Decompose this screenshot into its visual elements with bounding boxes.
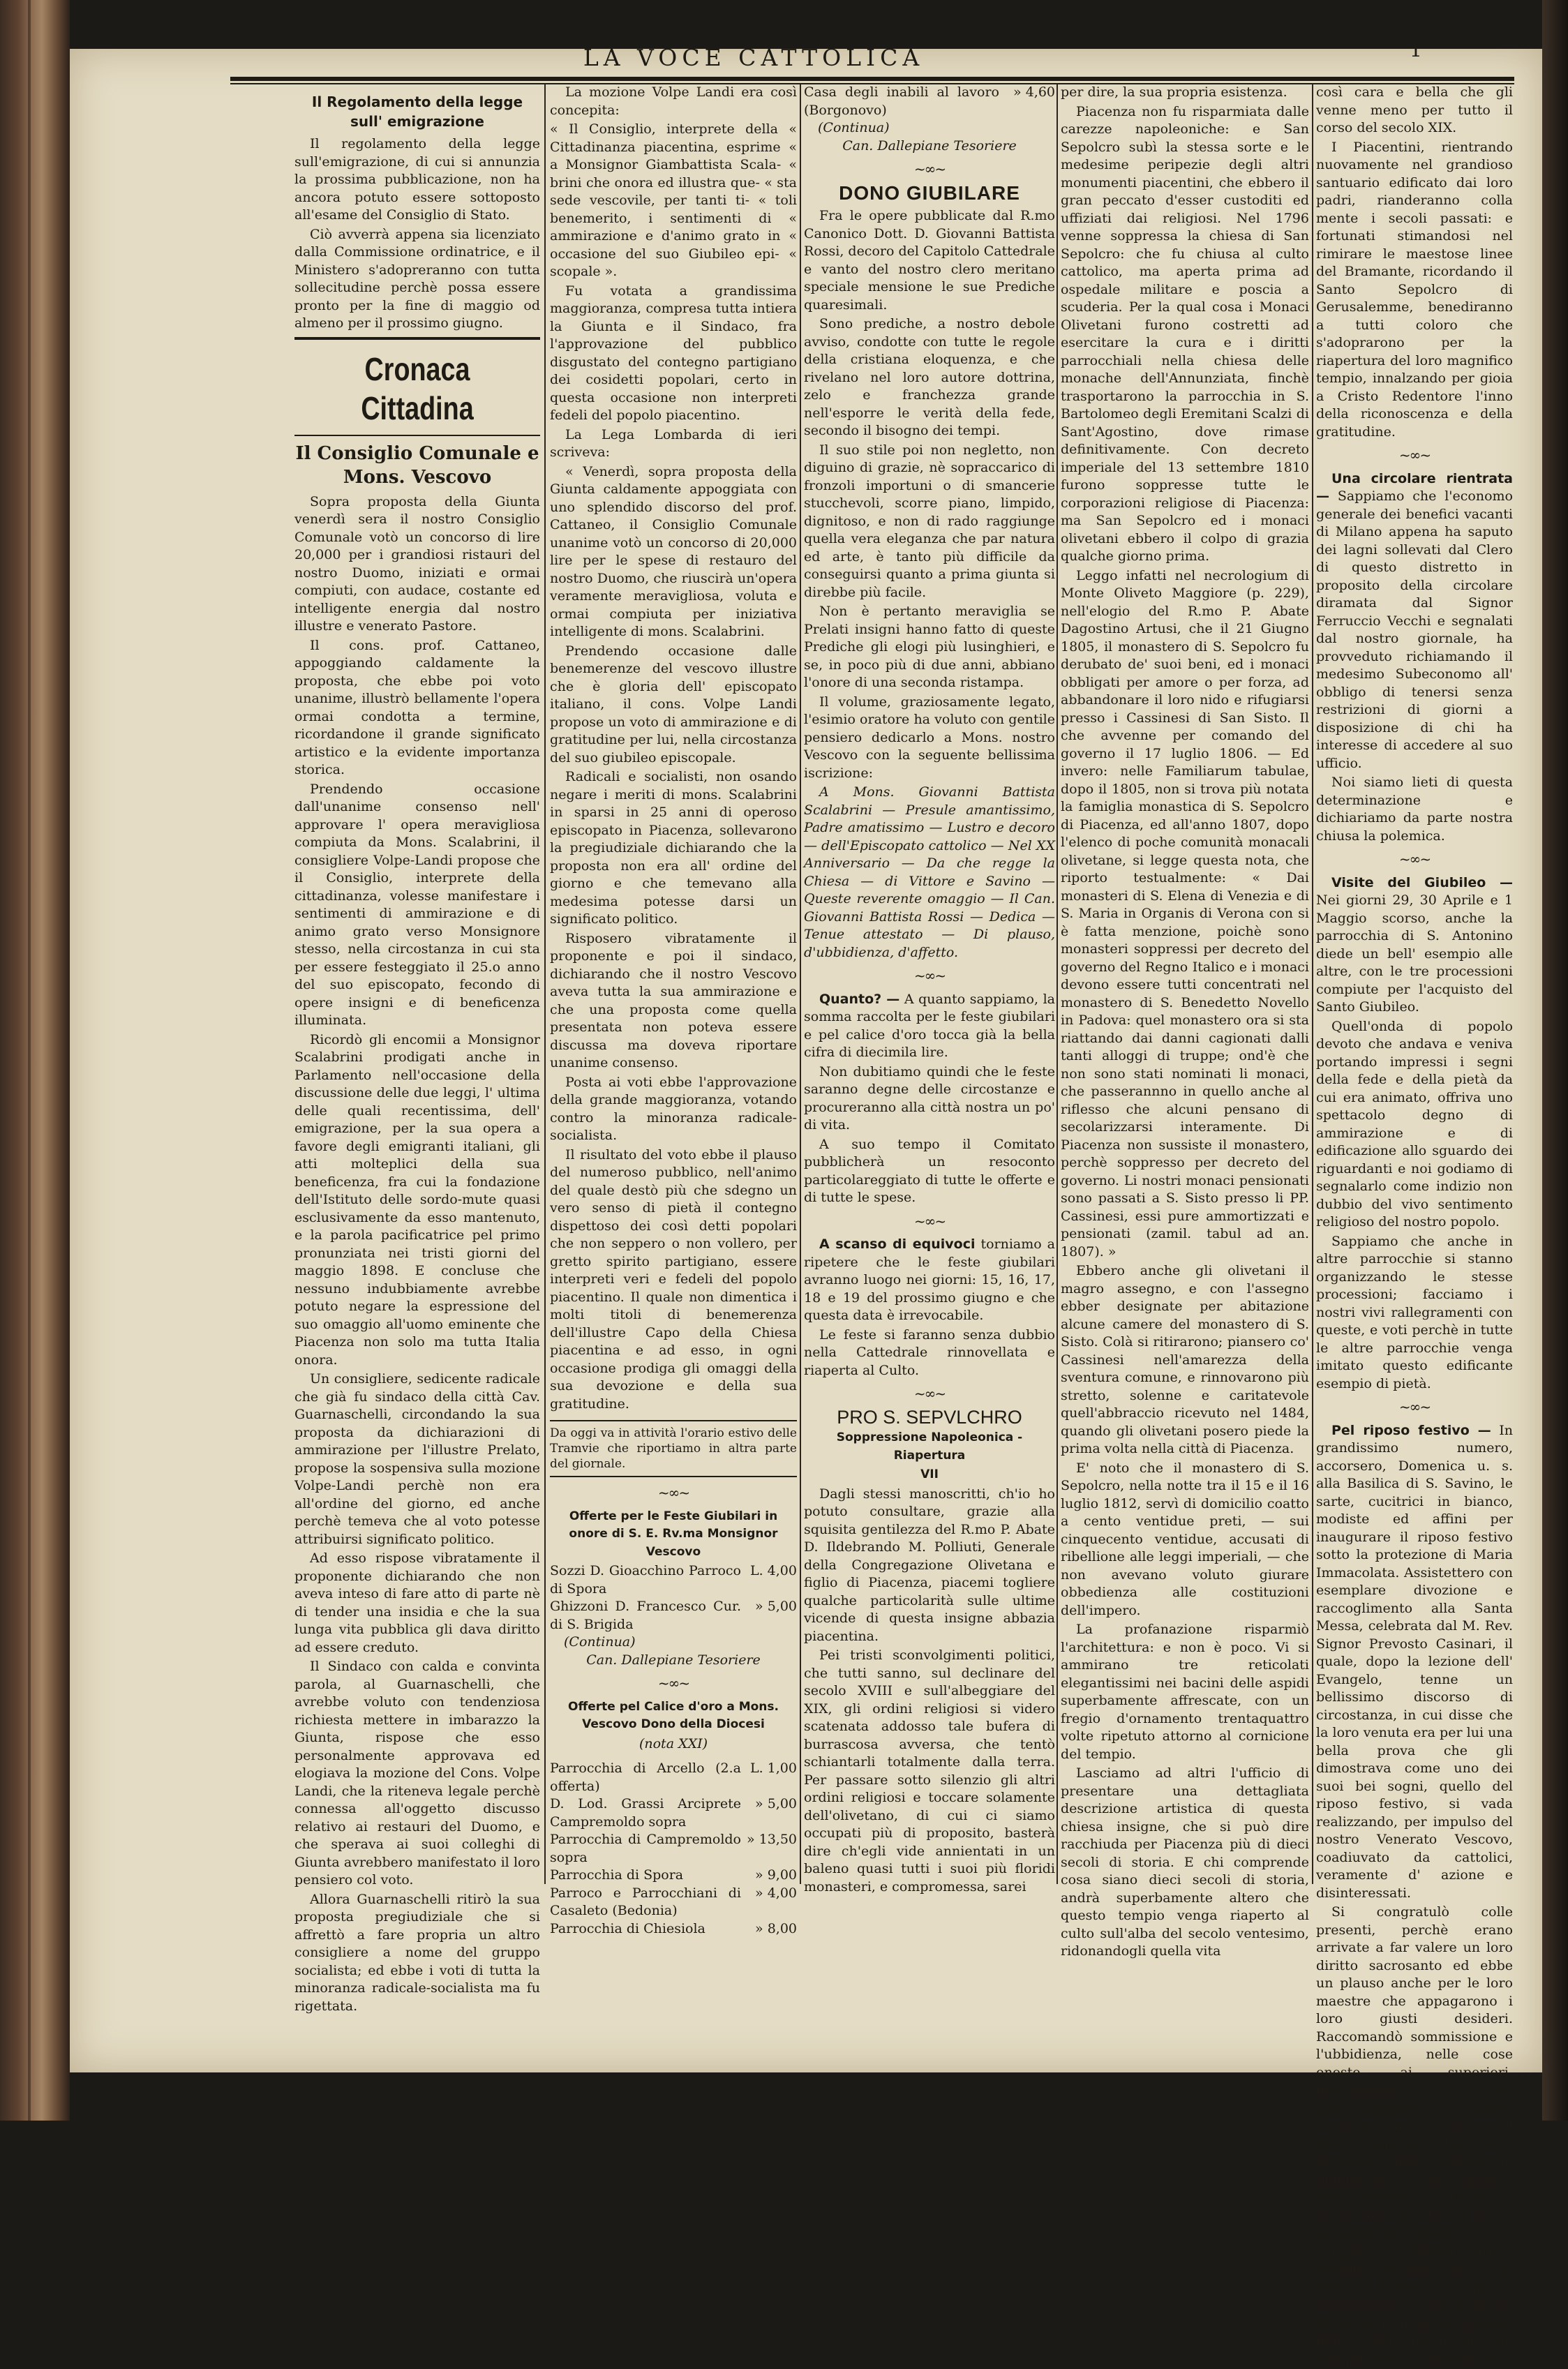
paragraph: Risposero vibratamente il proponente e poi il sindaco, dichiarando che il nostro Vescovo aveva tutta la sua ammirazione e che una proposta come quella presentata non poteva essere discussa ma doveva riportare unanime consenso.: [550, 930, 797, 1070]
paragraph: Il suo stile poi non negletto, non diguino di grazie, nè sopraccarico di fronzoli importuni o di smancerie stucchevoli, scorre piano, limpido, dignitoso, e non di rado raggiunge quella vera eleganza che par natura ed arte, è tanto più difficile da conseguirsi quanto a prima giunta si direbbe più facile.: [804, 442, 1055, 600]
paragraph: Il regolamento della legge sull'emigrazione, di cui si annunzia la prossima pubblicazione, non ha ancora potuto essere sottoposto all'esame del Consiglio di Stato.: [294, 136, 540, 223]
treasurer-signature: Can. Dallepiane Tesoriere: [586, 1652, 761, 1668]
donor-amount: L. 4,00: [749, 1563, 797, 1578]
paragraph: La Lega Lombarda di ieri scriveva:: [550, 426, 797, 460]
donor-name: Parrocchia di Campremoldo sopra: [550, 1832, 741, 1865]
ornament-icon: ~∞~: [1398, 851, 1431, 867]
paragraph: Si congratulò colle presenti, perchè erano arrivate a far valere un loro diritto sacrosanto ed ebbe un plauso anche per le loro maestre che appagarono i loro giusti desideri. Raccomandò sommissione e l'ubbidienza, nelle cose oneste, ai superiori, dimostrando così contrariamente a quanto insegna un giornale del partito popolare, che la sola religione può sanare le piaghe della società, perchè non insegna soltanto a reclamare i diritti, ma anche ad adempire i doveri.: [1316, 1904, 1513, 2240]
column-divider: [1312, 84, 1313, 1884]
book-binding: [0, 0, 70, 2121]
section-rule: [294, 435, 540, 436]
paragraph: Sappiamo che l'economo generale dei benefici vacanti di Milano appena ha saputo dei lagni sollevati dal Clero di questo distretto in proposito della circolare diramata dal Signor Ferruccio Vecchi e segnalati dal nostro giornale, ha provveduto richiamando il medesimo Subeconomo all' obbligo di tenersi senza restrizioni di giorni a disposizione di chi ha interesse di accedere al suo ufficio.: [1316, 488, 1513, 771]
ornament-icon: ~∞~: [913, 160, 946, 177]
paragraph: La mozione Volpe Landi era così concepita:: [550, 84, 797, 118]
lead-circolare: Una circolare rientrata —: [1316, 470, 1513, 504]
article-heading-consiglio: Il Consiglio Comunale e Mons. Vescovo: [295, 442, 539, 488]
donor-name: D. Lod. Grassi Arciprete Campremoldo sopra: [550, 1796, 741, 1830]
paragraph: La profanazione risparmiò l'architettura: e non è poco. Vi si ammirano tre reticolati elegantissimi nei bacini delle aspidi superbamente affrescate, con un fregio d'ornamento trentaquattro volte ripetuto attorno al cornicione del tempio.: [1061, 1622, 1309, 1762]
table-row: [550, 1795, 797, 1831]
paragraph: Un consigliere, sedicente radicale che già fu sindaco della città Cav. Guarnaschelli, circondando la sua proposta da dichiarazioni di ammirazione per l'illustre Prelato, propose la sospensiva sulla mozione Volpe-Landi perchè non era all'ordine del giorno, ed anche perchè temeva che al voto potesse attribuirsi significato politico.: [294, 1371, 540, 1547]
donor-name: Parrocchia di Arcello (2.a offerta): [550, 1761, 741, 1794]
donor-amount: » 9,00: [755, 1867, 797, 1883]
paragraph: Prendendo occasione dalle benemerenze del vescovo illustre che è gloria dell' episcopato italiano, il cons. Volpe Landi propose un voto di ammirazione e di gratitudine per lui, nella circostanza del suo giubileo episcopale.: [550, 643, 797, 765]
paragraph: Nei giorni 29, 30 Aprile e 1 Maggio scorso, anche la parrocchia di S. Antonino diede un bell' esempio alle altre, con le tre processioni compiute per l'acquisto del Santo Giubileo.: [1316, 892, 1513, 1015]
paragraph: Posta ai voti ebbe l'approvazione della grande maggioranza, votando contro la minoranza radicale-socialista.: [550, 1074, 797, 1143]
donor-amount: » 5,00: [755, 1796, 797, 1811]
paragraph: Dagli stessi manoscritti, ch'io ho potuto consultare, grazie alla squisita gentilezza del R.mo P. Abate D. Ildebrando M. Polliuti, Generale della Congregazione Olivetana e figlio di Piacenza, piacemi togliere qualche particolarità sulle ultime vicende di questa insigne abbazia piacentina.: [804, 1486, 1055, 1644]
column-divider: [544, 84, 546, 1884]
offerte-heading: Offerte per le Feste Giubilari in onore di S. E. Rv.ma Monsignor Vescovo: [569, 1509, 778, 1559]
column-5: [1316, 84, 1513, 2369]
ornament-icon: ~∞~: [913, 1212, 946, 1230]
paragraph: A quanto sappiamo, la somma raccolta per le feste giubilari e pel calice d'oro tocca già la bella cifra di diecimila lire.: [804, 991, 1055, 1060]
table-row: [550, 1760, 797, 1795]
masthead-rule: [230, 77, 1514, 81]
notice-text: Da oggi va in attività l'orario estivo delle Tramvie che riportiamo in altra parte del giornale.: [550, 1426, 797, 1471]
donor-name: Parrocchia di Spora: [550, 1867, 684, 1883]
article-heading-dono: DONO GIUBILARE: [839, 181, 1020, 204]
notice-box: [550, 1420, 797, 1477]
paragraph: Non è pertanto meraviglia se Prelati insigni hanno fatto di queste Prediche gli elogi più lusinghieri, e se, in poco più di due anni, abbiano l'onore di una seconda ristampa.: [804, 604, 1055, 690]
paragraph: Il volume, graziosamente legato, l'esimio oratore ha voluto con gentile pensiero dedicarlo a Mons. nostro Vescovo con la seguente bellissima iscrizione:: [804, 694, 1055, 781]
ornament-icon: ~∞~: [913, 967, 946, 984]
article-part-number: VII: [920, 1467, 939, 1481]
page-number: 1: [1410, 38, 1422, 61]
dedication: A Mons. Giovanni Battista Scalabrini — Presule amantissimo, Padre amatissimo — Lustro e decoro — dell'Episcopato cattolico — Nel XX Anniversario — Da che regge la Chiesa — di Vittore e Savino — Queste reverente omaggio — Il Can. Giovanni Battista Rossi — Dedica — Tenue attestato — Di plauso, d'ubbidienza, d'affetto.: [804, 784, 1055, 960]
section-title-cronaca: Cronaca Cittadina: [361, 350, 474, 426]
paragraph: Le feste si faranno senza dubbio nella Cattedrale rinnovellata e riaperta al Culto.: [804, 1327, 1055, 1378]
offerte-table-cont: [804, 84, 1055, 119]
donor-amount: » 4,00: [755, 1885, 797, 1901]
donor-amount: » 13,50: [746, 1832, 797, 1847]
paragraph: per dire, la sua propria esistenza.: [1061, 84, 1287, 100]
column-1: [294, 84, 540, 2017]
paragraph: Il cons. prof. Cattaneo, appoggiando caldamente la proposta, che ebbe poi voto unanime, illustrò bellamente l'opera ormai condotta a termine, ricordandone il grande significato artistico e la evidente importanza storica.: [294, 637, 540, 777]
masthead: LA VOCE CATTOLICA: [583, 44, 925, 71]
section-rule: [294, 337, 540, 340]
paragraph: Radicali e socialisti, non osando negare i meriti di mons. Scalabrini in sparsi in 25 anni di operoso episcopato in Piacenza, sollevarono la pregiudiziale dichiarando che la proposta non era all' ordine del giorno e che temevano alla medesima potesse darsi un significato politico.: [550, 769, 797, 927]
paragraph: Ricordò gli encomii a Monsignor Scalabrini prodigati anche in Parlamento nell'occasione della discussione delle due leggi, l' ultima delle quali recentissima, dell' emigrazione, per la sua opera a favore degli emigranti italiani, gli atti molteplici della sua beneficenza, fra cui la fondazione dell'Istituto delle sordo-mute quasi esclusivamente da esso mantenuto, e la parola pacificatrice pel primo pronunziata nei tristi giorni del maggio 1898. E concluse che nessuno indubbiamente avrebbe potuto negare la espressione del suo omaggio all'uomo eminente che Piacenza non solo ma tutta Italia onora.: [294, 1031, 540, 1368]
donor-amount: L. 1,00: [749, 1761, 797, 1776]
table-row: [550, 1867, 797, 1885]
paragraph: Il Sindaco con calda e convinta parola, al Guarnaschelli, che avrebbe voluto con tendenziosa richiesta mettere in imbarazzo la Giunta, rispose che esso personalmente approvava ed elogiava la mozione del Cons. Volpe Landi, che la riteneva legale perchè connessa all'oggetto discusso relativo ai restauri del Duomo, e che sperava ai suoi colleghi di Giunta avrebbero manifestato il loro pensiero col voto.: [294, 1659, 540, 1888]
column-2: [550, 84, 797, 1938]
table-row: [550, 1920, 797, 1938]
continua-label: (Continua): [818, 120, 890, 135]
paragraph: Allora Guarnaschelli ritirò la sua proposta pregiudiziale che si affrettò a fare propria un altro consigliere a nome del gruppo socialista; ed ebbe i voti di tutta la minoranza radicale-socialista ma fu rigettata.: [294, 1891, 540, 2014]
column-4: [1061, 84, 1309, 1962]
ornament-icon: ~∞~: [913, 1385, 946, 1402]
continua-label: (Continua): [564, 1634, 636, 1650]
ornament-icon: ~∞~: [1398, 1398, 1431, 1415]
paragraph: Pei tristi sconvolgimenti politici, che tutti sanno, sul declinare del secolo XVIII e sull'albeggiare del XIX, gli ordini religiosi si videro scatenata addosso tale bufera di burrascosa avversa, che tentò schiantarli totalmente dalla terra. Per passare sotto silenzio gli altri ordini religiosi e toccare solamente dell'olivetano, di cui ci siamo occupati più di proposito, basterà dire ch'egli vide annientati in un baleno quasi tutti i suoi più floridi monasteri, e compromessa, sarei: [804, 1647, 1055, 1895]
lead-riposo: Pel riposo festivo —: [1331, 1422, 1491, 1438]
paragraph: A suo tempo il Comitato pubblicherà un resoconto particolareggiato di tutte le offerte e di tutte le spese.: [804, 1136, 1055, 1205]
paragraph: Sono prediche, a nostro debole avviso, condotte con tutte le regole della cristiana eloquenza, e che rivelano nel loro autore dottrina, zelo e franchezza grande nell'esporre le verità della fede, secondo il bisogno dei tempi.: [804, 316, 1055, 438]
paragraph: In grandissimo numero, accorsero, Domenica u. s. alla Basilica di S. Savino, le sarte, cucitrici in bianco, modiste ed affini per inaugurare il riposo festivo sotto la protezione di Maria Immacolata. Assistettero con esemplare divozione e raccoglimento alla Santa Messa, celebrata dal M. Rev. Signor Prevosto Casinari, il quale, dopo la lezione dell' Evangelo, tenne un bellissimo discorso di circostanza, in cui disse che la loro venuta era per lui una bella prova che gli dimostrava come uno dei suoi bei sogni, quello del riposo festivo, si vada realizzando, per impulso del nostro Venerato Vescovo, coadiuvato da cattolici, veramente d' azione e disinteressati.: [1316, 1422, 1513, 1901]
calice-heading: Offerte pel Calice d'oro a Mons. Vescovo Dono della Diocesi: [568, 1699, 779, 1731]
offerte-table: [550, 1562, 797, 1634]
paragraph: « Venerdì, sopra proposta della Giunta caldamente appoggiata con uno splendido discorso del prof. Cattaneo, il Consiglio Comunale unanime votò un concorso di 20,000 lire per le spese di restauro del nostro Duomo, che riuscirà un'opera veramente meravigliosa, voluta e ormai compiuta per iniziativa intelligente di mons. Scalabrini.: [550, 463, 797, 639]
donor-name: Parroco e Parrocchiani di Casaleto (Bedonia): [550, 1885, 741, 1918]
donor-name: Ghizzoni D. Francesco Cur. di S. Brigida: [550, 1599, 741, 1632]
donor-amount: » 5,00: [755, 1599, 797, 1614]
paragraph: Sappiamo che anche in altre parrocchie si stanno organizzando le stesse processioni; facciamo i nostri vivi rallegramenti con queste, e voti perchè in tutte le altre parrocchie venga imitato questo edificante esempio di pietà.: [1316, 1233, 1513, 1391]
donor-name: Sozzi D. Gioacchino Parroco di Spora: [550, 1563, 741, 1597]
paragraph: Il risultato del voto ebbe il plauso del numeroso pubblico, nell'animo del quale destò più che sdegno un vero senso di pietà il contegno dispettoso dei così detti popolari che non seppero o non vollero, per gretto spirito partigiano, essere interpreti veri e fedeli del popolo piacentino. Il quale non dimentica i molti titoli di benemerenza dell'illustre Capo della Chiesa piacentina e ad esso, in ogni occasione prodiga gli omaggi della sua devozione e della sua gratitudine.: [550, 1146, 797, 1412]
table-row: [550, 1885, 797, 1920]
column-3: [804, 84, 1055, 1897]
donor-name: Parrocchia di Chiesiola: [550, 1920, 705, 1936]
table-row: [550, 1598, 797, 1634]
paragraph: Piacenza non fu risparmiata dalle carezze napoleoniche: e San Sepolcro subì la stessa sorte e le medesime peripezie degli altri monumenti piacentini, che ebbero il gran peccato d'esser custoditi ed uffiziati dai religiosi. Nel 1796 venne soppressa la chiesa di San Sepolcro: che fu chiusa al culto cattolico, ma aperta prima ad ospedale militare e poscia a scuderia. Per la qual cosa i Monaci Olivetani furono costretti ad esercitare la cura e i diritti parrocchiali nella chiesa delle monache dell'Annunziata, finchè trasportarono la parrocchia in S. Bartolomeo degli Eremitani Scalzi di Sant'Agostino, dove rimase definitivamente. Con decreto imperiale del 13 settembre 1810 furono soppresse tutte le corporazioni religiose di Piacenza: ma San Sepolcro ed i monaci olivetani ebbero il colpo di grazia qualche giorno prima.: [1061, 103, 1309, 564]
ornament-icon: ~∞~: [657, 1484, 689, 1501]
page-edge: [1542, 0, 1568, 2121]
paragraph: Leggo infatti nel necrologium di Monte Oliveto Maggiore (p. 229), nell'elogio del R.mo P. Abate Dagostino Artusi, che il 21 Giugno 1805, il monastero di S. Sepolcro fu derubato de' suoi beni, ed i monaci obbligati per amore o per forza, ad abbandonare il loro nido e rifugiarsi presso i Cassinesi di San Sisto. Il che avvenne per comando del governo il 17 luglio 1806. — Ed invero: nelle Familiarum tabulae, dopo il 1805, non si trova più notata la famiglia monastica di S. Sepolcro di Piacenza, ed all'anno 1807, dopo l'elenco di poche comunità monacali olivetane, si legge questa nota, che riporto testualmente: « Dai monasteri di S. Elena di Venezia e di S. Maria in Organis di Verona con si è fatta menzione, poichè sono monasteri soppressi per decreto del governo del Regno Italico e i monaci devono essere tutti concentrati nel monastero di S. Benedetto Novello in Padova: quel monastero ora si sta riattando dai danni cagionati dalli tanti alloggi di truppe; ond'è che non sono stati nominati li monaci, che passerannno in quello anche al riflesso che alcuni pensano di secolarizzarsi interamente. Di Piacenza non sussiste il monastero, perchè soppresso per decreto del governo. Li nostri monaci pensionati sono passati a S. Sisto presso li PP. Cassinesi, essi pure ammortizzati e pensionati (zamil. tabul ad an. 1807). »: [1061, 567, 1309, 1260]
table-row: [550, 1831, 797, 1867]
paragraph: Finita la Messa furono cantate con vero slancio di fede le litanie e dopo la benedizione anche a Maria Ss. sotto il materno sguardo delle quali giovani operaie han proposto di camminare.: [1316, 2243, 1513, 2366]
lead-scanso: A scanso di equivoci: [819, 1236, 976, 1252]
paragraph: Non dubitiamo quindi che le feste saranno degne delle circostanze e procureranno alla città nostra un po' di vita.: [804, 1063, 1055, 1133]
lead-visite: Visite del Giubileo —: [1331, 874, 1513, 890]
paragraph: torniamo a ripetere che le feste giubilari avranno luogo nei giorni: 15, 16, 17, 18 e 19 del prossimo giugno e che questa data è irrevocabile.: [804, 1236, 1055, 1323]
calice-table: [550, 1760, 797, 1938]
lead-quanto: Quanto? —: [819, 991, 900, 1007]
ornament-icon: ~∞~: [1398, 447, 1431, 463]
ornament-icon: ~∞~: [657, 1675, 689, 1691]
table-row: [550, 1562, 797, 1598]
paragraph: Lasciamo ad altri l'ufficio di presentare una dettagliata descrizione artistica di questa chiesa insigne, che si può dire racchiuda per Piacenza più di dieci secoli di storia. E chi comprende cosa siano dieci secoli di storia, andrà superbamente altero che questo tempio venga riaperto al culto sull'alba del secolo ventesimo, ridonandogli quella vita: [1061, 1765, 1309, 1959]
paragraph: E' noto che il monastero di S. Sepolcro, nella notte tra il 15 e il 16 luglio 1812, servì di domicilio coatto a cento ventidue preti, — sui cinquecento ventidue, accusati di ribellione alle leggi imperiali, — che non avevano voluto giurare obbedienza alle costituzioni dell'impero.: [1061, 1460, 1309, 1618]
nota-label: (nota XXI): [639, 1735, 708, 1751]
paragraph: Fra le opere pubblicate dal R.mo Canonico Dott. D. Giovanni Battista Rossi, decoro del Capitolo Cattedrale e vanto del nostro clero meritano speciale mensione le sue Prediche quaresimali.: [804, 208, 1055, 313]
paragraph: Ciò avverrà appena sia licenziato dalla Commissione ordinatrice, e il Ministero s'adopreranno con tutta sollecitudine perchè possa essere pronto per la fine di maggio od almeno per il prossimo giugno.: [294, 226, 540, 331]
table-row: [804, 84, 1055, 119]
paragraph: Ad esso rispose vibratamente il proponente dichiarando che non aveva inteso di fare atto di parte nè di tender una insidia e che la sua lunga vita pubblica gli dava diritto ad essere creduto.: [294, 1550, 540, 1655]
paragraph: I Piacentini, rientrando nuovamente nel grandioso santuario edificato dai loro padri, rianderanno colla mente i secoli passati: e fortunati stimandosi nel rimirare le maestose linee del Bramante, ricordando il Santo Sepolcro di Gerusalemme, benediranno a tutti coloro che s'adoprarono per la riapertura del loro magnifico tempio, innalzando per gioia a Cristo Redentore l'inno della riconoscenza e della gratitudine.: [1316, 139, 1513, 440]
paragraph: Noi siamo lieti di questa determinazione e dichiariamo da parte nostra chiusa la polemica.: [1316, 775, 1513, 844]
paragraph: Prendendo occasione dall'unanime consenso nell' approvare l' opera meravigliosa compiuta da Mons. Scalabrini, il consigliere Volpe-Landi propose che il Consiglio, interprete della cittadinanza, volesse manifestare i sentimenti di ammirazione e di animo grato verso Monsignore stesso, nella circostanza in cui sta per essere festeggiato il 25.o anno del suo episcopato, fecondo di opere insigni e di beneficenza illuminata.: [294, 781, 540, 1028]
paragraph: Fu votata a grandissima maggioranza, compresa tutta intiera la Giunta e il Sindaco, fra l'approvazione del pubblico disgustato del contegno partigiano dei cosidetti popolari, certo in questa occasione non interpreti fedeli del popolo piacentino.: [550, 283, 797, 423]
donor-name: Casa degli inabili al lavoro (Borgonovo): [804, 84, 999, 118]
article-subheading: Soppressione Napoleonica - Riapertura: [836, 1430, 1023, 1463]
treasurer-signature: Can. Dallepiane Tesoriere: [842, 137, 1017, 154]
paragraph: Ebbero anche gli olivetani il magro assegno, e con l'assegno ebber designate per abitazione alcune camere del monastero di S. Sisto. Colà si ritirarono; piansero co' Cassinesi nell'amarezza della sventura comune, e rinnovarono più stretto, solenne e caritatevole quell'abbraccio ricevuto nel 1484, quando gli olivetani posero piede la prima volta nella città di Piacenza.: [1061, 1263, 1309, 1456]
paragraph: così cara e bella che gli venne meno per tutto il corso del secolo XIX.: [1316, 84, 1513, 135]
donor-amount: » 8,00: [755, 1920, 797, 1936]
motion-quote: « Il Consiglio, interprete della « Cittadinanza piacentina, esprime « a Monsignor Giambattista Scala- « brini che onora ed illustra que- « sta sede vescovile, per tanti ti- « toli benemerito, i sentimenti di « ammirazione e d'animo grato in « occasione del suo Giubileo epi- « scopale ».: [550, 121, 797, 279]
paragraph: Sopra proposta della Giunta venerdì sera il nostro Consiglio Comunale votò un concorso di lire 20,000 per i grandiosi ristauri del nostro Duomo, iniziati e ormai compiuti, con audace, costante ed intelligente energia dal nostro illustre e venerato Pastore.: [294, 493, 540, 634]
donor-amount: » 4,60: [1013, 84, 1055, 100]
article-heading-pros: PRO S. SEPVLCHRO: [837, 1406, 1022, 1428]
column-divider: [1056, 84, 1058, 1884]
article-heading-regolamento: Il Regolamento della legge sull' emigrazione: [311, 94, 523, 130]
paragraph: Quell'onda di popolo devoto che andava e veniva portando impressi i segni della fede e della pietà da cui era animato, offriva uno spettacolo degno di ammirazione e di edificazione allo sguardo dei riguardanti e noi godiamo di segnalarlo come indizio non dubbio del vivo sentimento religioso del nostro popolo.: [1316, 1018, 1513, 1230]
column-divider: [800, 84, 801, 1884]
